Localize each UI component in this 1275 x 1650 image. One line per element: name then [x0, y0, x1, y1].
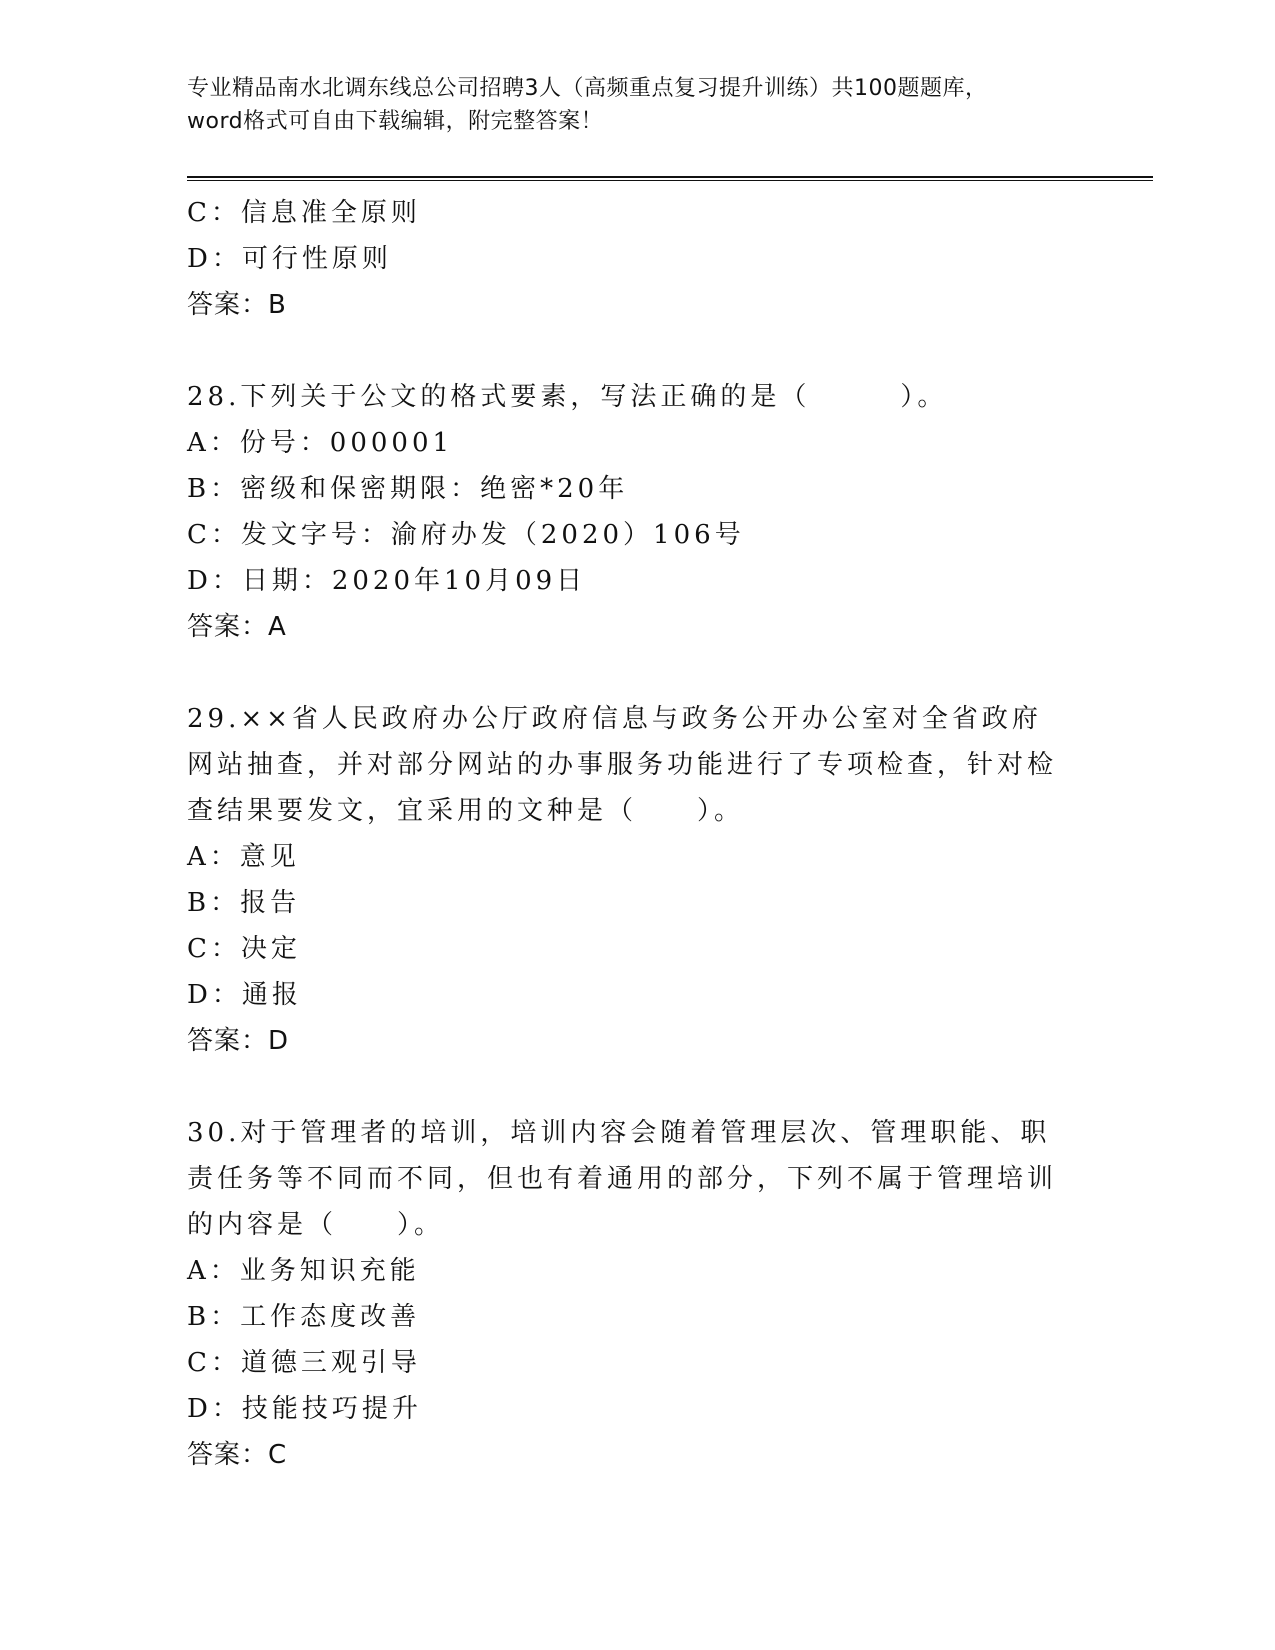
option-d: D：可行性原则	[187, 244, 392, 274]
header-divider	[187, 176, 1153, 181]
document-header-title: 专业精品南水北调东线总公司招聘3人（高频重点复习提升训练）共100题题库，word格式可自由下载编辑，附完整答案！	[187, 76, 988, 134]
option-b: B：报告	[187, 888, 301, 918]
answer-line: 答案：D	[187, 1026, 290, 1056]
question-stem: 28.下列关于公文的格式要素，写法正确的是（ ）。	[187, 382, 948, 412]
option-c: C：发文字号：渝府办发（2020）106号	[187, 520, 745, 550]
option-c: C：决定	[187, 934, 301, 964]
question-28	[187, 374, 1067, 650]
answer-line: 答案：B	[187, 290, 287, 320]
option-a: A：份号：000001	[187, 428, 454, 458]
option-a: A：业务知识充能	[187, 1256, 420, 1286]
answer-line: 答案：A	[187, 612, 287, 642]
question-29	[187, 696, 1067, 1064]
option-d: D：技能技巧提升	[187, 1394, 422, 1424]
option-a: A：意见	[187, 842, 300, 872]
question-stem: 30.对于管理者的培训，培训内容会随着管理层次、管理职能、职责任务等不同而不同，但也有着通用的部分，下列不属于管理培训的内容是（ ）。	[187, 1118, 1058, 1240]
answer-line: 答案：C	[187, 1440, 288, 1470]
option-c: C：信息准全原则	[187, 198, 421, 228]
question-stem: 29.××省人民政府办公厅政府信息与政务公开办公室对全省政府网站抽查，并对部分网站的办事服务功能进行了专项检查，针对检查结果要发文，宜采用的文种是（ ）。	[187, 704, 1058, 826]
question-30	[187, 1110, 1067, 1478]
option-b: B：工作态度改善	[187, 1302, 421, 1332]
option-d: D：日期：2020年10月09日	[187, 566, 587, 596]
option-c: C：道德三观引导	[187, 1348, 421, 1378]
option-d: D：通报	[187, 980, 302, 1010]
document-body	[187, 190, 1067, 1478]
option-b: B：密级和保密期限：绝密*20年	[187, 474, 629, 504]
